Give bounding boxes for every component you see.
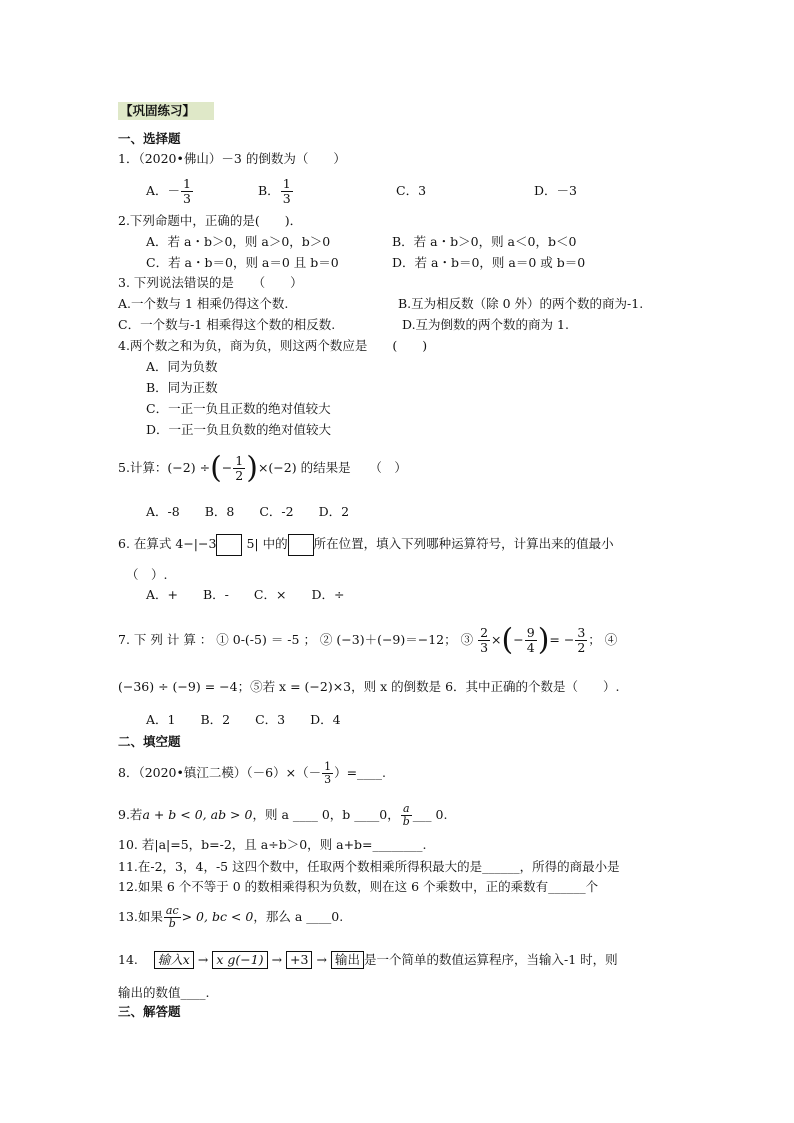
question-6: 6. 在算式 4−|−3 5| 中的 所在位置，填入下列哪种运算符号，计算出来的值最小 (118, 533, 614, 556)
q7-options: A．1 B．2 C．3 D．4 (146, 712, 341, 727)
question-14: 14. 输入x → x g(−1) → +3 → 输出 是一个简单的数值运算程序，当输入-1 时，则 (118, 952, 618, 967)
flow-box-input: 输入x (154, 951, 194, 969)
question-12: 12.如果 6 个不等于 0 的数相乘得积为负数，则在这 6 个乘数中，正的乘数有______个 (118, 879, 599, 894)
q4-option-b: B．同为正数 (146, 380, 218, 395)
question-1: 1．（2020•佛山）－3 的倒数为（ ） (118, 151, 346, 166)
q1-option-c: C．3 (396, 183, 427, 198)
q2-option-c: C．若 a・b＝0，则 a＝0 且 b＝0 (146, 255, 339, 270)
q6-line2: （ ）. (126, 567, 168, 582)
q3-option-a: A.一个数与 1 相乘仍得这个数. (118, 296, 289, 311)
q5-options: A．-8 B．8 C．-2 D．2 (146, 504, 350, 519)
question-4: 4.两个数之和为负，商为负，则这两个数应是 ( ) (118, 338, 428, 353)
q4-option-d: D．一正一负且负数的绝对值较大 (146, 422, 332, 437)
question-8: 8．（2020•镇江二模）（－6）×（－ $\frac{1}{3}$ ）=____. (118, 760, 387, 786)
q2-option-a: A．若 a・b＞0，则 a＞0，b＞0 (146, 234, 331, 249)
q14-line2: 输出的数值____. (118, 985, 210, 1000)
q4-option-a: A．同为负数 (146, 359, 218, 374)
q7-line2: (−36) ÷ (−9) = −4；⑤若 x = (−2)×3，则 x 的倒数是 6．其中正确的个数是（ ）. (118, 679, 620, 694)
q4-option-c: C．一正一负且正数的绝对值较大 (146, 401, 331, 416)
q3-option-d: D.互为倒数的两个数的商为 1. (402, 317, 569, 332)
question-11: 11.在-2，3，4，-5 这四个数中，任取两个数相乘所得积最大的是______，所得的商最小是 (118, 859, 620, 874)
q2-option-b: B．若 a・b＞0，则 a＜0，b＜0 (392, 234, 577, 249)
arrow-right-icon: → (271, 952, 283, 967)
question-10: 10. 若|a|=5，b=-2，且 a÷b＞0，则 a+b=________. (118, 837, 427, 852)
question-3: 3. 下列说法错误的是 （ ） (118, 275, 303, 290)
q1-option-d: D．－3 (534, 183, 577, 198)
q1-option-a: A．－ $\frac{1}{3}$ (146, 176, 191, 206)
question-13: 13.如果 $\frac{ac}{b}$ > 0, bc < 0，那么 a ____0. (118, 904, 344, 930)
q3-option-c: C．一个数与-1 相乘得这个数的相反数. (118, 317, 336, 332)
q6-options: A．+ B．- C．× D．÷ (146, 587, 345, 602)
q2-option-d: D．若 a・b＝0，则 a＝0 或 b＝0 (392, 255, 586, 270)
blank-box (216, 534, 242, 556)
flow-box-add: +3 (286, 951, 312, 969)
section-tag: 【巩固练习】 (118, 102, 214, 120)
part1-heading: 一、选择题 (118, 131, 181, 146)
flow-box-multiply: x g(−1) (212, 951, 267, 969)
question-2: 2.下列命题中，正确的是( )． (118, 213, 303, 228)
part2-heading: 二、填空题 (118, 734, 181, 749)
flow-box-output: 输出 (331, 951, 364, 969)
blank-box (288, 534, 314, 556)
part3-heading: 三、解答题 (118, 1004, 181, 1019)
question-9: 9.若a + b < 0, ab > 0，则 a ____ 0，b ____0， $\frac{a}{b}$ ___ 0. (118, 802, 448, 828)
arrow-right-icon: → (197, 952, 209, 967)
question-5: 5.计算：(−2) ÷(− $\frac{1}{2}$ )×(−2) 的结果是 （ ） (118, 450, 407, 486)
q1-option-b: B． $\frac{1}{3}$ (258, 176, 291, 206)
q3-option-b: B.互为相反数（除 0 外）的两个数的商为-1. (398, 296, 644, 311)
question-7: 7. 下 列 计 算 ： ① 0-(-5) ＝ -5 ； ② (−3)＋(−9)＝−12； ③ $\frac{2}{3}$ ×(− $\frac{9}{4}$ )= − $\frac{3}{2}$ ； ④ (118, 622, 618, 658)
arrow-right-icon: → (316, 952, 327, 967)
